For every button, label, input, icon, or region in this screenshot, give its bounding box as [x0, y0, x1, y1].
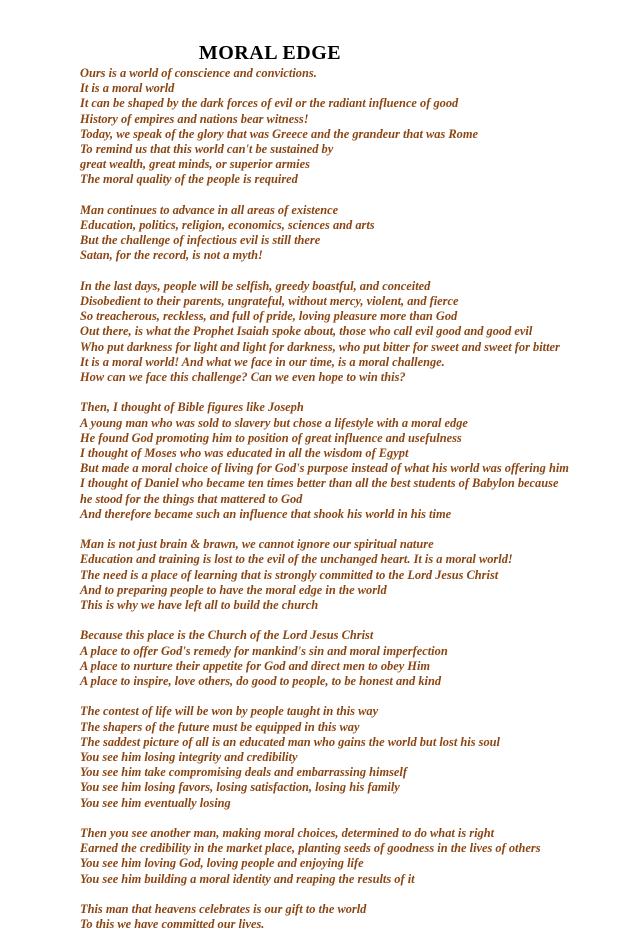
poem-line: So treacherous, reckless, and full of pride, loving pleasure more than God: [80, 309, 458, 324]
poem-line: In the last days, people will be selfish, greedy boastful, and conceited: [80, 278, 431, 293]
poem-line: he stood for the things that mattered to God: [80, 491, 303, 506]
poem-line: Because this place is the Church of the Lord Jesus Christ: [80, 628, 374, 643]
poem-line: The saddest picture of all is an educated man who gains the world but lost his soul: [80, 734, 500, 749]
poem-line: Today, we speak of the glory that was Greece and the grandeur that was Rome: [80, 126, 478, 141]
poem-line: I thought of Daniel who became ten times better than all the best students of Babylon because: [80, 476, 559, 491]
poem-line: It is a moral world! And what we face in our time, is a moral challenge.: [80, 354, 445, 369]
poem-line: The contest of life will be won by people taught in this way: [80, 704, 379, 719]
stanza-3: [80, 279, 636, 385]
poem-line: This is why we have left all to build the church: [80, 598, 319, 613]
poem-line: And therefore became such an influence that shook his world in his time: [80, 506, 452, 521]
poem-line: He found God promoting him to position of great influence and usefulness: [80, 430, 462, 445]
poem-line: The need is a place of learning that is strongly committed to the Lord Jesus Christ: [80, 567, 499, 582]
poem-line: The moral quality of the people is required: [80, 172, 298, 187]
poem-line: History of empires and nations bear witness!: [80, 111, 309, 126]
poem-line: Education, politics, religion, economics, sciences and arts: [80, 218, 375, 233]
poem-line: This man that heavens celebrates is our gift to the world: [80, 902, 367, 917]
poem-line: I thought of Moses who was educated in all the wisdom of Egypt: [80, 446, 409, 461]
poem-line: To this we have committed our lives.: [80, 917, 265, 932]
stanza-9: [80, 902, 636, 932]
stanza-5: [80, 537, 636, 613]
poem-line: How can we face this challenge? Can we even hope to win this?: [80, 370, 406, 385]
poem-line: Ours is a world of conscience and convictions.: [80, 66, 317, 80]
poem-line: A place to inspire, love others, do good to people, to be honest and kind: [80, 674, 442, 689]
stanza-4: [80, 400, 636, 522]
stanza-7: [80, 704, 636, 810]
poem-line: Education and training is lost to the evil of the unchanged heart. It is a moral world!: [80, 552, 513, 567]
poem-line: You see him eventually losing: [80, 795, 231, 810]
poem-line: A place to offer God's remedy for mankind's sin and moral imperfection: [80, 643, 448, 658]
poem-line: It can be shaped by the dark forces of evil or the radiant influence of good: [80, 96, 459, 111]
poem-line: A place to nurture their appetite for God and direct men to obey Him: [80, 658, 431, 673]
poem-line: And to preparing people to have the moral edge in the world: [80, 582, 387, 597]
poem-line: Then you see another man, making moral choices, determined to do what is right: [80, 826, 495, 841]
page-title: MORAL EDGE: [198, 42, 342, 64]
poem-body: [80, 66, 636, 948]
poem-line: great wealth, great minds, or superior armies: [80, 157, 310, 172]
poem-line: But made a moral choice of living for God's purpose instead of what his world was offering him: [80, 461, 569, 476]
poem-line: Earned the credibility in the market place, planting seeds of goodness in the lives of others: [80, 841, 541, 856]
stanza-8: [80, 826, 636, 887]
poem-line: Satan, for the record, is not a myth!: [80, 248, 263, 263]
poem-line: Out there, is what the Prophet Isaiah spoke about, those who call evil good and good evil: [80, 324, 533, 339]
poem-line: Disobedient to their parents, ungrateful, without mercy, violent, and fierce: [80, 294, 459, 309]
poem-line: You see him losing integrity and credibility: [80, 750, 298, 765]
stanza-6: [80, 628, 636, 689]
poem-line: To remind us that this world can't be sustained by: [80, 142, 334, 157]
stanza-2: [80, 203, 636, 264]
poem-line: But the challenge of infectious evil is still there: [80, 233, 321, 248]
poem-line: You see him building a moral identity and reaping the results of it: [80, 871, 415, 886]
poem-line: The shapers of the future must be equipped in this way: [80, 719, 360, 734]
poem-line: Then, I thought of Bible figures like Joseph: [80, 400, 304, 415]
poem-line: You see him take compromising deals and embarrassing himself: [80, 765, 408, 780]
poem-line: Who put darkness for light and light for darkness, who put bitter for sweet and sweet for bitter: [80, 339, 560, 354]
poem-line: You see him loving God, loving people and enjoying life: [80, 856, 364, 871]
poem-line: It is a moral world: [80, 81, 175, 96]
poem-line: A young man who was sold to slavery but chose a lifestyle with a moral edge: [80, 415, 468, 430]
poem-line: Man is not just brain & brawn, we cannot ignore our spiritual nature: [80, 537, 434, 552]
stanza-1: [80, 66, 636, 188]
poem-line: Man continues to advance in all areas of existence: [80, 202, 339, 217]
poem-line: You see him losing favors, losing satisfaction, losing his family: [80, 780, 400, 795]
